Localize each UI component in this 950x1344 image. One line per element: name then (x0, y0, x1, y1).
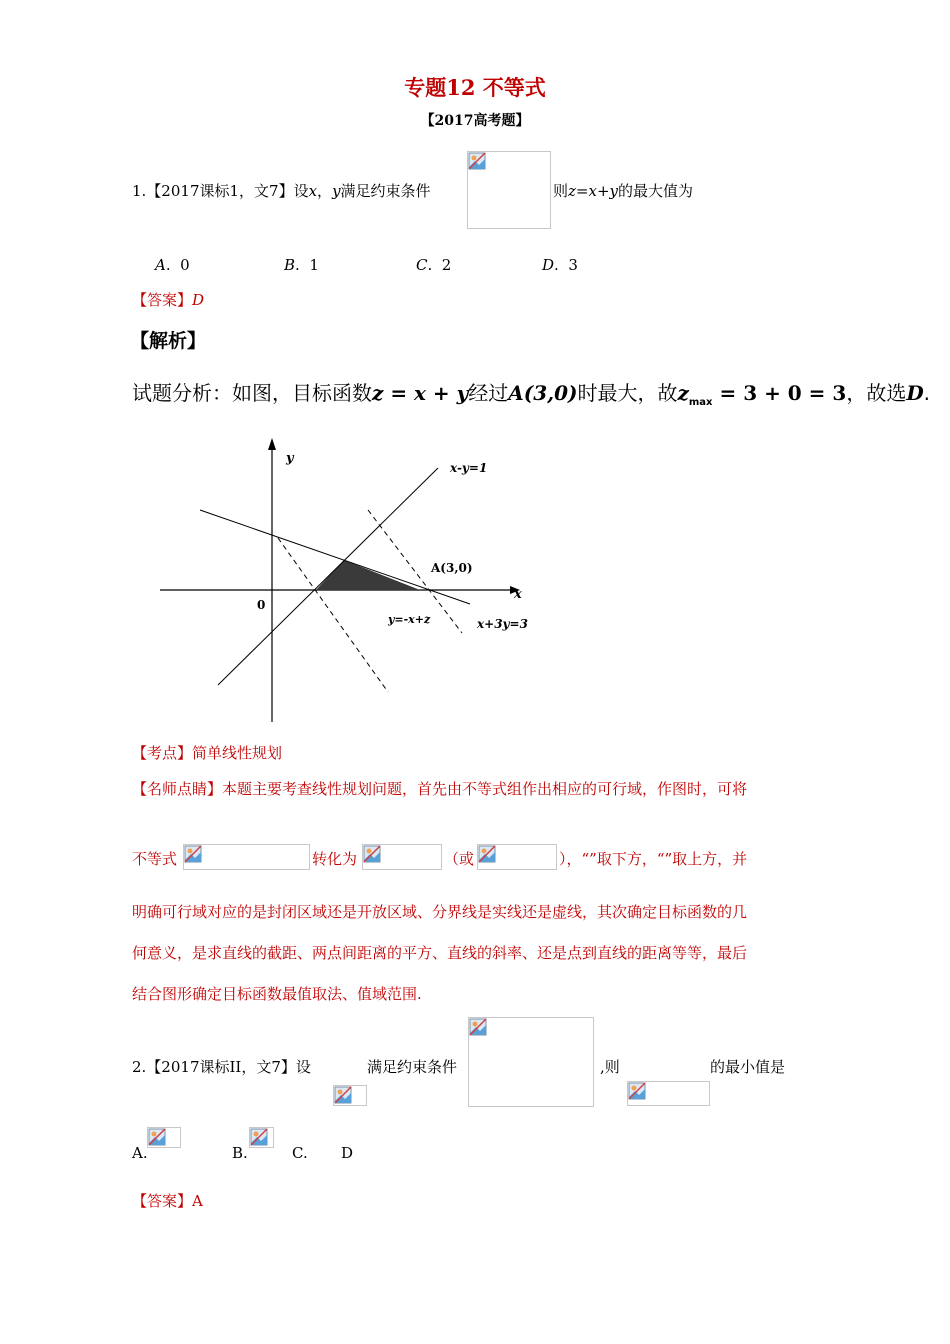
broken-image-icon (468, 152, 486, 170)
inline-formula-image-2 (362, 844, 442, 870)
q2-answer-value: A (192, 1192, 203, 1210)
q2-option-a: A. (132, 1144, 148, 1162)
page-subtitle: 【2017高考题】 (420, 113, 530, 129)
broken-image-icon (250, 1128, 268, 1146)
broken-image-icon (469, 1018, 487, 1036)
broken-image-icon (628, 1082, 646, 1100)
line3-label: x+3y=3 (477, 617, 528, 631)
q1-stem-left (132, 181, 431, 201)
q1-option-d: D. 3 (542, 256, 578, 274)
line2-label: y=-x+z (388, 613, 431, 626)
broken-image-icon (184, 845, 202, 863)
q2-objective-image (627, 1081, 710, 1106)
q1-answer (132, 290, 204, 310)
tip-line-3: 明确可行域对应的是封闭区域还是开放区域、分界线是实线还是虚线，其次确定目标函数的几 (132, 903, 748, 921)
answer-label: 【答案】 (132, 291, 193, 309)
q2-constraint-image (468, 1017, 594, 1107)
tip-line-2d: ），“”取下方，“”取上方，并 (559, 850, 748, 868)
origin-label: 0 (257, 598, 266, 612)
q1-option-a: A. 0 (155, 256, 190, 274)
kaodian (132, 742, 282, 763)
q2-mid: 满足约束条件 (367, 1058, 458, 1076)
q1-option-b: B. 1 (284, 256, 319, 274)
feasible-region-figure (150, 430, 550, 730)
page-title: 专题12 不等式 (404, 75, 546, 100)
q1-then: 则 (553, 182, 569, 200)
tip-line-2b: 转化为 (312, 850, 358, 868)
q2-answer-label: 【答案】 (132, 1192, 193, 1210)
q2-option-d: D (341, 1144, 354, 1162)
q2-answer (132, 1191, 203, 1211)
y-axis-arrow-icon (268, 438, 276, 450)
line1-label: x-y=1 (450, 461, 488, 475)
tip-label: 【名师点睛】 (132, 780, 223, 798)
q1-suffix: 的最大值为 (618, 182, 694, 200)
q1-expr: z=x+y (568, 182, 618, 200)
q2-option-a-image (147, 1127, 181, 1148)
inline-formula-image-3 (477, 844, 557, 870)
tip-line-4: 何意义，是求直线的截距、两点间距离的平方、直线的斜率、还是点到直线的距离等等，最后 (132, 944, 748, 962)
q1-mid: 满足约束条件 (340, 182, 431, 200)
analysis-heading: 【解析】 (130, 330, 207, 352)
q2-prefix: 2.【2017课标II，文7】设 (132, 1058, 311, 1076)
line-x-minus-y-eq-1 (218, 468, 438, 685)
tip-line-5: 结合图形确定目标函数最值取法、值域范围. (132, 985, 422, 1003)
inline-formula-image-1 (183, 844, 310, 870)
q1-stem-right (553, 181, 693, 201)
q1-var-y: y (332, 182, 341, 200)
x-axis-label: x (514, 587, 522, 602)
q2-suffix: 的最小值是 (710, 1058, 786, 1076)
feasible-region (316, 560, 420, 590)
q2-option-b: B. (232, 1144, 248, 1162)
analysis-text: 试题分析：如图，目标函数z = x + y经过A(3,0)时最大，故$z_{max} = 3 + 0 = 3$，故选D. (132, 381, 931, 408)
q1-var-x: x (308, 182, 318, 200)
y-axis-label: y (286, 451, 294, 466)
broken-image-icon (148, 1128, 166, 1146)
kaodian-label: 【考点】 (132, 744, 193, 762)
q1-prefix: 1.【2017课标1，文7】设 (132, 182, 309, 200)
answer-value: D (192, 291, 205, 309)
q1-option-c: C. 2 (416, 256, 452, 274)
kaodian-value: 简单线性规划 (192, 744, 283, 762)
tip-line-2c: （或 (444, 850, 475, 868)
point-a-label: A(3,0) (431, 561, 473, 575)
q2-then: ,则 (600, 1058, 620, 1076)
dashed-line-1 (278, 538, 388, 692)
broken-image-icon (363, 845, 381, 863)
q2-vars-image (333, 1085, 367, 1106)
broken-image-icon (334, 1086, 352, 1104)
broken-image-icon (478, 845, 496, 863)
tip-line-1: 【名师点睛】本题主要考查线性规划问题，首先由不等式组作出相应的可行域，作图时，可将 (132, 780, 748, 798)
q2-option-c: C. (292, 1144, 308, 1162)
tip-line-2a: 不等式 (132, 850, 178, 868)
q2-option-b-image (249, 1127, 274, 1148)
q1-sep: ， (317, 182, 333, 200)
q1-constraint-image (467, 151, 551, 229)
